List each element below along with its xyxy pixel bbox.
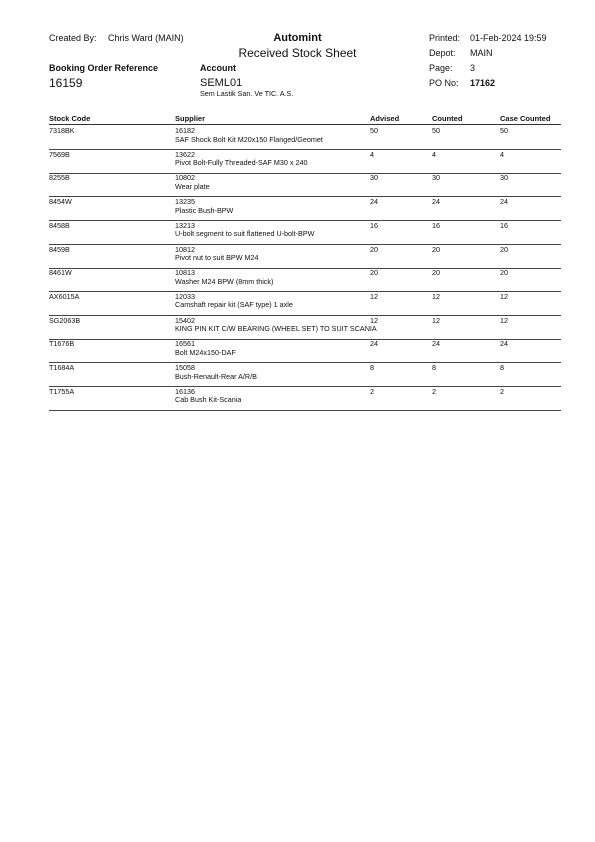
table-row [49, 246, 561, 269]
advised-cell: 12 [370, 291, 378, 301]
supplier-code-cell: 15402 [175, 315, 195, 325]
description-cell: Plastic Bush-BPW [175, 205, 234, 215]
advised-cell: 16 [370, 220, 378, 230]
col-header-advised: Advised [370, 114, 400, 123]
page-value: 3 [470, 63, 476, 73]
advised-cell: 20 [370, 268, 378, 278]
advised-cell: 2 [370, 386, 374, 396]
col-header-case-counted: Case Counted [500, 114, 551, 123]
printed-value: 01-Feb-2024 19:59 [470, 33, 547, 43]
stock-code-cell: 8454W [49, 197, 72, 207]
table-row [49, 222, 561, 245]
created-by-label: Created By: [49, 33, 97, 43]
counted-cell: 24 [432, 339, 440, 349]
case-counted-cell: 30 [500, 173, 508, 183]
supplier-code-cell: 13213 [175, 220, 195, 230]
stock-code-cell: T1684A [49, 363, 75, 372]
advised-cell: 30 [370, 173, 378, 183]
table-row [49, 269, 561, 292]
description-cell: KING PIN KIT C/W BEARING (WHEEL SET) TO SUIT SCANIA [175, 324, 377, 334]
advised-cell: 24 [370, 197, 378, 207]
supplier-code-cell: 10812 [175, 244, 195, 254]
case-counted-cell: 20 [500, 268, 508, 278]
description-cell: Wear plate [175, 181, 210, 191]
table-row [49, 151, 561, 174]
counted-cell: 12 [432, 315, 440, 325]
description-cell: Camshaft repair kit (SAF type) 1 axle [175, 300, 293, 310]
col-header-supplier: Supplier [175, 114, 206, 123]
table-row [49, 198, 561, 221]
col-header-counted: Counted [432, 114, 463, 123]
account-name: Sem Lastik San. Ve TIC. A.S. [200, 89, 294, 98]
stock-code-cell: 7318BK [49, 126, 75, 135]
stock-code-cell: AX6015A [49, 291, 80, 301]
supplier-code-cell: 13235 [175, 197, 195, 207]
description-cell: Pivot Bolt-Fully Threaded-SAF M30 x 240 [175, 158, 308, 168]
counted-cell: 12 [432, 291, 440, 301]
stock-code-cell: 8458B [49, 220, 70, 230]
case-counted-cell: 12 [500, 291, 508, 301]
advised-cell: 20 [370, 244, 378, 254]
document-title: Received Stock Sheet [238, 46, 357, 60]
counted-cell: 16 [432, 220, 440, 230]
description-cell: U-bolt segment to suit flattened U-bolt-BPW [175, 229, 315, 239]
table-row [49, 317, 561, 340]
counted-cell: 20 [432, 244, 440, 254]
case-counted-cell: 50 [500, 126, 508, 135]
table-row [49, 174, 561, 197]
advised-cell: 24 [370, 339, 378, 349]
advised-cell: 4 [370, 149, 374, 159]
stock-code-cell: 8255B [49, 173, 70, 183]
case-counted-cell: 2 [500, 386, 504, 396]
description-cell: Cab Bush Kit-Scania [175, 395, 242, 405]
supplier-code-cell: 12033 [175, 291, 195, 301]
case-counted-cell: 24 [500, 197, 508, 207]
advised-cell: 12 [370, 315, 378, 325]
counted-cell: 24 [432, 197, 440, 207]
counted-cell: 20 [432, 268, 440, 278]
page-label: Page: [429, 63, 453, 73]
case-counted-cell: 4 [500, 149, 504, 159]
col-header-stock-code: Stock Code [49, 114, 91, 123]
booking-ref-label: Booking Order Reference [49, 63, 159, 73]
booking-ref-value: 16159 [49, 76, 83, 90]
table-row [49, 293, 561, 316]
stock-code-cell: 7569B [49, 149, 70, 159]
supplier-code-cell: 16182 [175, 126, 195, 135]
stock-code-cell: T1755A [49, 386, 75, 396]
advised-cell: 8 [370, 363, 374, 372]
supplier-code-cell: 10813 [175, 268, 195, 278]
counted-cell: 30 [432, 173, 440, 183]
counted-cell: 50 [432, 126, 440, 135]
description-cell: SAF Shock Bolt Kit M20x150 Flanged/Geomet [175, 134, 323, 144]
stock-code-cell: SG2063B [49, 315, 81, 325]
counted-cell: 2 [432, 386, 436, 396]
case-counted-cell: 24 [500, 339, 508, 349]
stock-code-cell: T1676B [49, 339, 75, 349]
description-cell: Pivot nut to suit BPW M24 [175, 253, 259, 262]
description-cell: Bush-Renault-Rear A/R/B [175, 371, 257, 381]
case-counted-cell: 16 [500, 220, 508, 230]
stock-code-cell: 8459B [49, 244, 70, 254]
counted-cell: 8 [432, 363, 436, 372]
description-cell: Bolt M24x150-DAF [175, 347, 236, 357]
table-header-rule [49, 124, 561, 125]
case-counted-cell: 8 [500, 363, 504, 372]
depot-value: MAIN [470, 48, 493, 58]
supplier-code-cell: 15058 [175, 363, 195, 372]
table-row [49, 364, 561, 387]
stock-code-cell: 8461W [49, 268, 72, 278]
supplier-code-cell: 16561 [175, 339, 195, 349]
account-value: SEML01 [200, 77, 243, 89]
supplier-code-cell: 16136 [175, 386, 195, 396]
po-label: PO No: [429, 78, 459, 88]
advised-cell: 50 [370, 126, 378, 135]
supplier-code-cell: 10802 [175, 173, 195, 183]
supplier-code-cell: 13622 [175, 149, 195, 159]
case-counted-cell: 12 [500, 315, 508, 325]
case-counted-cell: 20 [500, 244, 508, 254]
description-cell: Washer M24 BPW (8mm thick) [175, 276, 274, 286]
po-value: 17162 [470, 78, 496, 88]
counted-cell: 4 [432, 149, 436, 159]
printed-label: Printed: [429, 33, 461, 43]
depot-label: Depot: [429, 48, 456, 58]
table-row [49, 388, 561, 411]
company-name: Automint [273, 32, 322, 44]
table-row [49, 340, 561, 363]
account-label: Account [200, 63, 236, 73]
table-row [49, 127, 561, 150]
created-by-value: Chris Ward (MAIN) [108, 33, 184, 43]
